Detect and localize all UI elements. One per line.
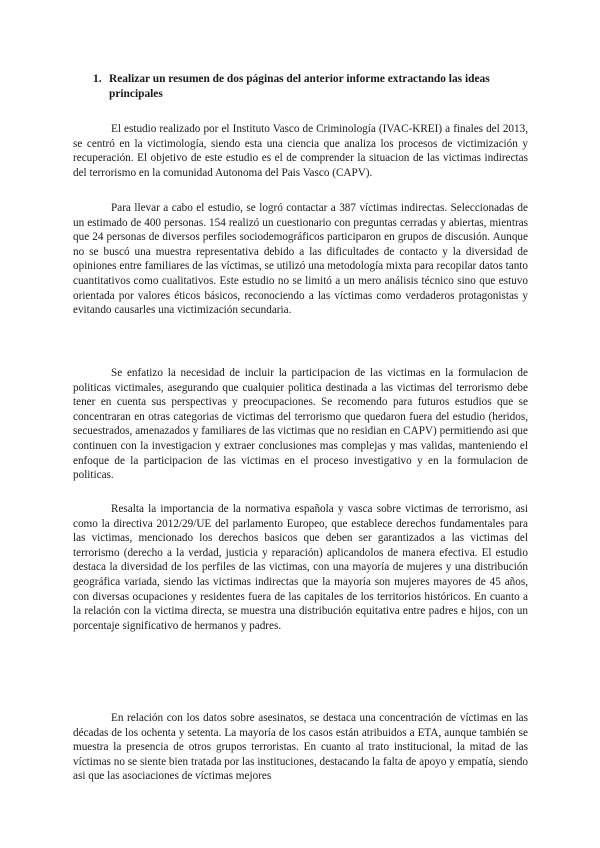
heading-text: Realizar un resumen de dos páginas del anterior informe extractando las ideas principales	[109, 73, 490, 100]
paragraph-methodology: Para llevar a cabo el estudio, se logró contactar a 387 víctimas indirectas. Seleccionadas de un estimado de 400 personas. 154 realizó un cuestionario con preguntas cerradas y abiertas, mientras que 24 personas de diversos perfiles sociodemográficos participaron en grupos de discusión. Aunque no se buscó una muestra representativa debido a las dificultades de contacto y la diversidad de opiniones entre familiares de las víctimas, se utilizó una metodología mixta para recopilar datos tanto cuantitativos como cualitativos. Este estudio no se limitó a un mero análisis técnico sino que estuvo orientada por valores éticos básicos, reconociendo a las víctimas como verdaderos protagonistas y evitando causarles una victimización secundaria.	[73, 202, 528, 317]
paragraph-assassinations-data: En relación con los datos sobre asesinatos, se destaca una concentración de víctimas en las décadas de los ochenta y setenta. La mayoría de los casos están atribuidos a ETA, aunque también se muestra la presencia de otros grupos terroristas. En cuanto al trato institucional, la mitad de las víctimas no se siente bien tratada por las instituciones, destacando la falta de apoyo y empatía, siendo asi que las asociaciones de víctimas mejores	[73, 712, 528, 783]
paragraph-victim-participation: Se enfatizo la necesidad de incluir la participacion de las victimas en la formulacion de politicas victimales, asegurando que cualquier politica destinada a las victimas del terrorismo debe tener en cuenta sus perspectivas y preocupaciones. Se recomendo para futuros estudios que se concentraran en otras categorias de victimas del terrorismo que quedaron fuera del estudio (heridos, secuestrados, amenazados y familiares de las victimas que no residian en CAPV) permitiendo asi que continuen con la investigacion y extraer conclusiones mas complejas y mas validas, manteniendo el enfoque de la participacion de las victimas en el proceso investigativo y en la formulacion de politicas.	[73, 367, 528, 482]
paragraph-legal-framework: Resalta la importancia de la normativa española y vasca sobre victimas de terrorismo, asi como la directiva 2012/29/UE del parlamento Europeo, que establece derechos fundamentales para las victimas, mencionado los derechos basicos que deben ser garantizados a las victimas del terrorismo (derecho a la verdad, justicia y reparación) aplicandolos de manera efectiva. El estudio destaca la diversidad de los perfiles de las victimas, con una mayoría de mujeres y una distribución geográfica variada, siendo las victimas indirectas que la mayoría son mujeres mayores de 45 años, con diversas ocupaciones y residentes fuera de las capitales de los territorios históricos. En cuanto a la relación con la victima directa, se muestra una distribución equitativa entre padres e hijos, con un porcentaje significativo de hermanos y padres.	[73, 503, 528, 632]
heading-number: 1.	[93, 73, 102, 85]
paragraph-study-intro: El estudio realizado por el Instituto Vasco de Criminología (IVAC-KREI) a finales del 2013, se centró en la victimología, siendo esta una ciencia que analiza los procesos de victimización y recuperación. El objetivo de este estudio es el de comprender la situacion de las victimas indirectas del terrorismo en la comunidad Autonoma del Pais Vasco (CAPV).	[73, 123, 528, 179]
section-heading	[93, 72, 535, 102]
